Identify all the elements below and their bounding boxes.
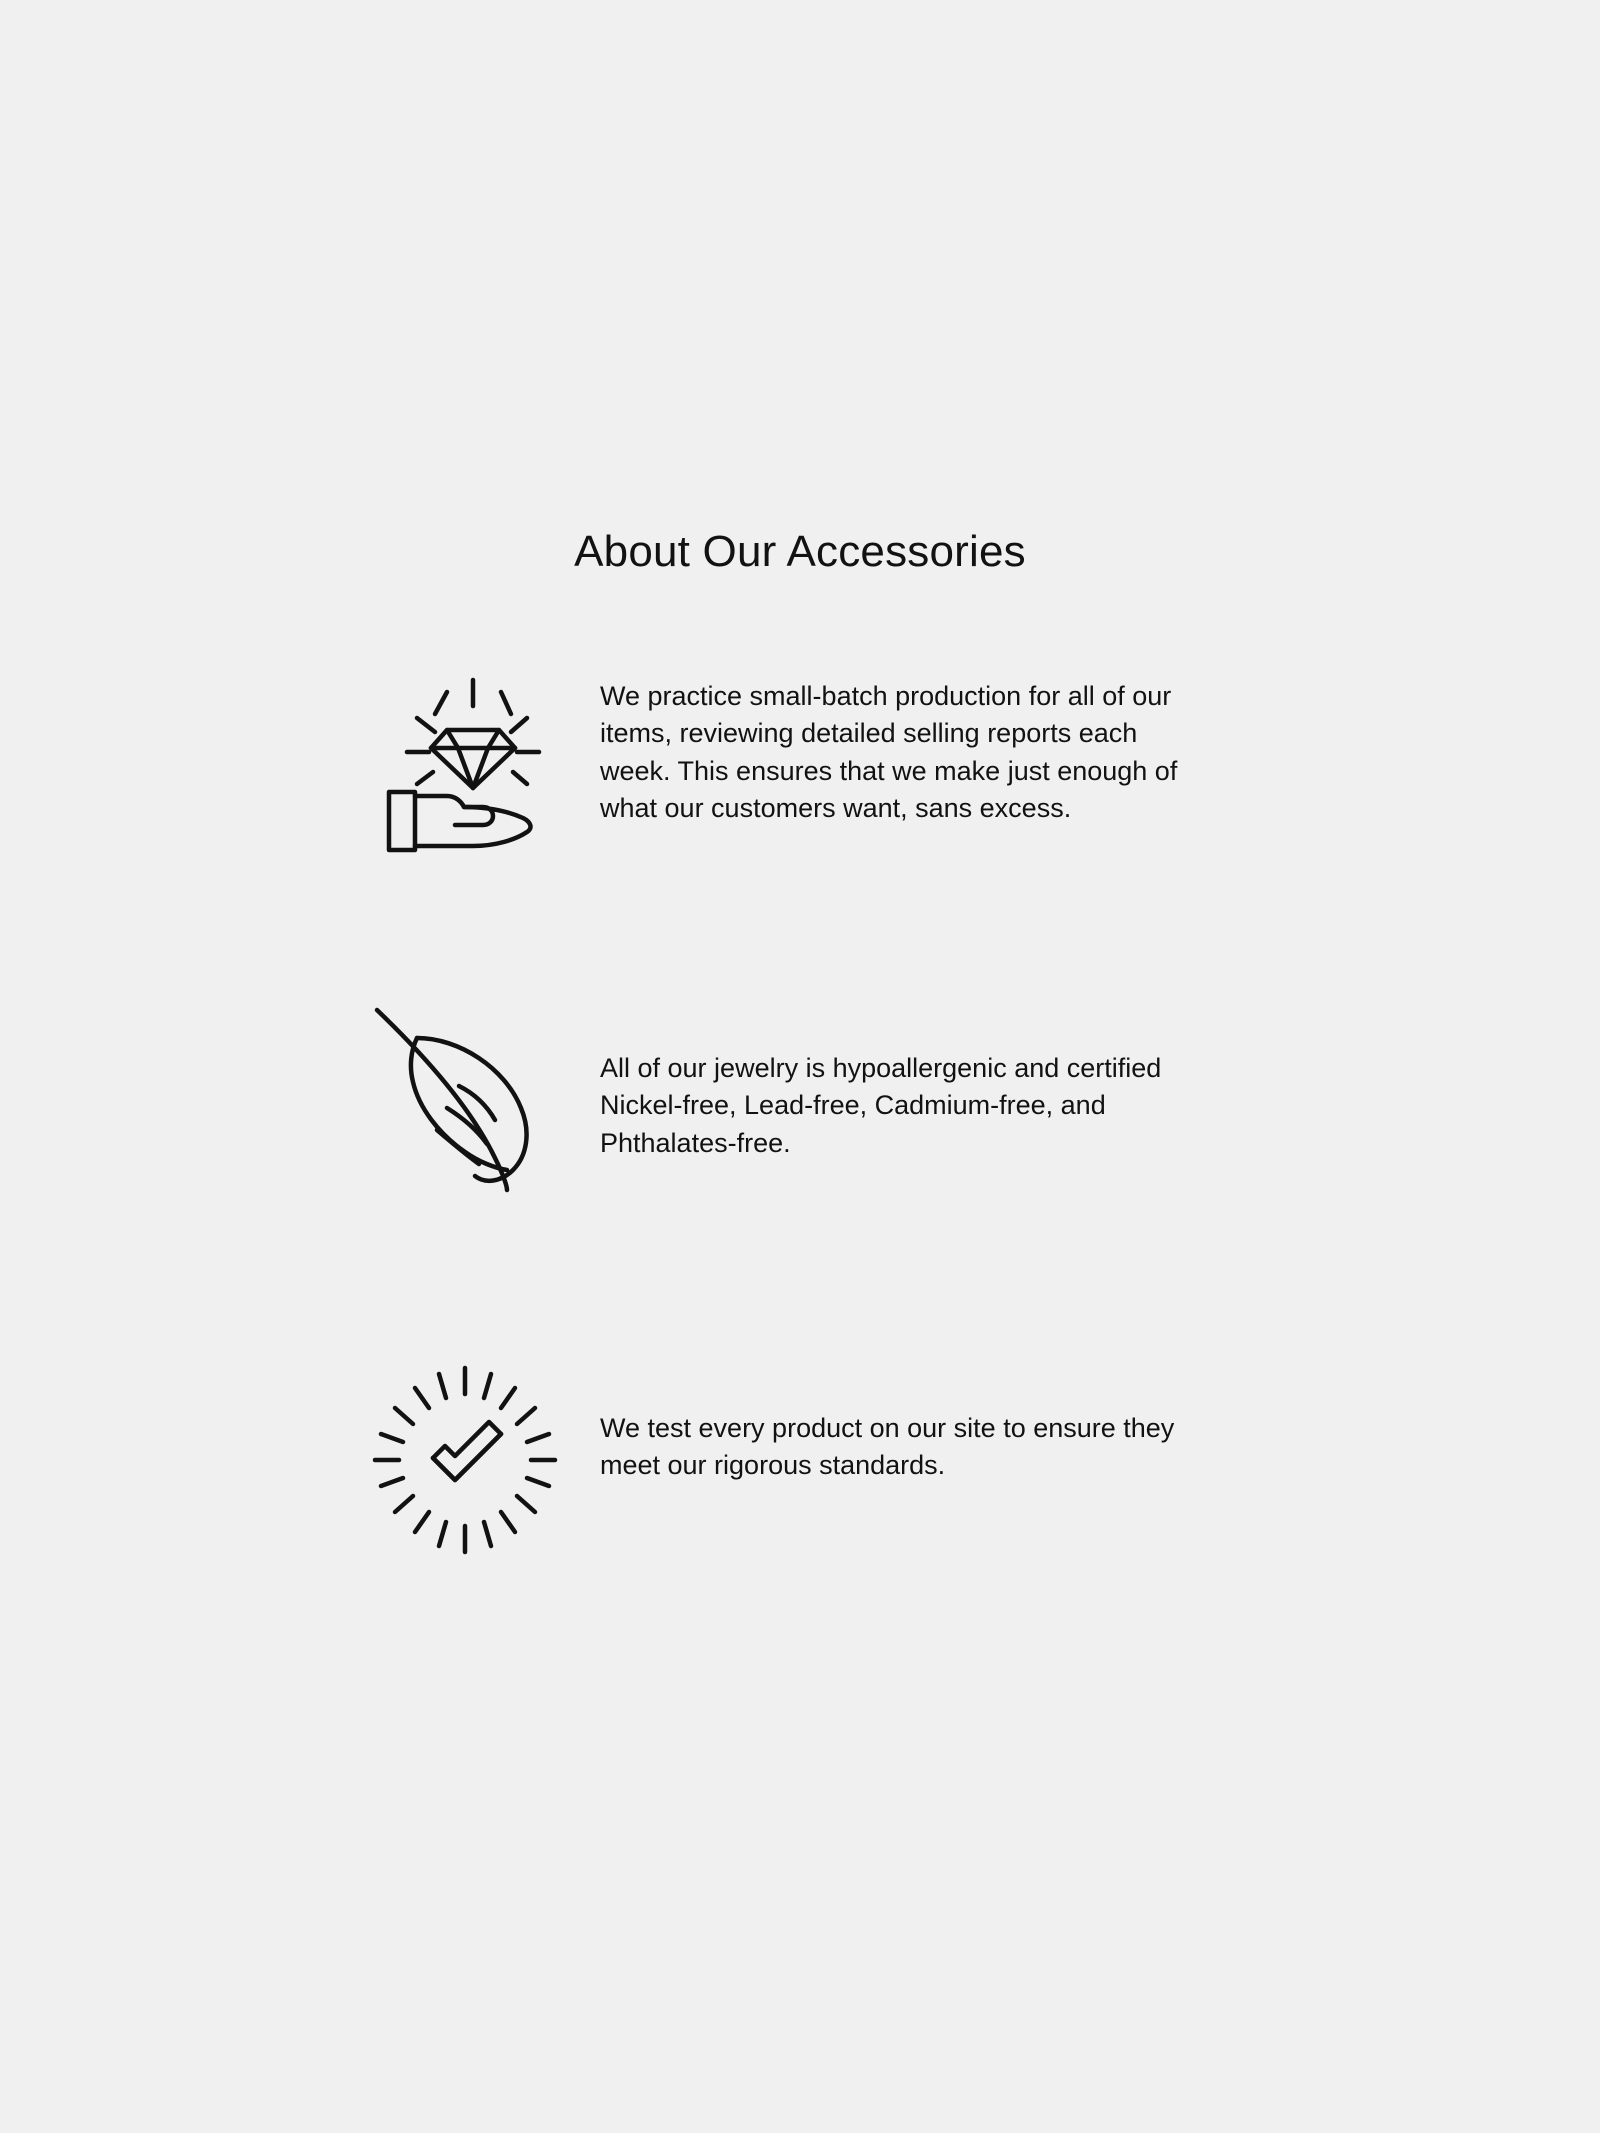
- list-item: [330, 660, 1270, 930]
- feature-list: [330, 660, 1270, 1660]
- list-item-text: We test every product on our site to ensure they meet our rigorous standards.: [600, 1413, 1175, 1481]
- page-title: About Our Accessories: [574, 526, 1026, 576]
- list-item: [330, 1350, 1270, 1600]
- feather-icon: [330, 990, 600, 1210]
- shining-checkmark-icon: [330, 1350, 600, 1570]
- list-item-text: We practice small-batch production for all of our items, reviewing detailed selling reports each week. This ensures that we make just enough of what our customers want, sans excess.: [600, 681, 1178, 823]
- list-item: [330, 990, 1270, 1290]
- list-item-text: All of our jewelry is hypoallergenic and certified Nickel-free, Lead-free, Cadmium-free, and Phthalates-free.: [600, 1053, 1162, 1158]
- hand-holding-diamond-icon: [330, 660, 600, 860]
